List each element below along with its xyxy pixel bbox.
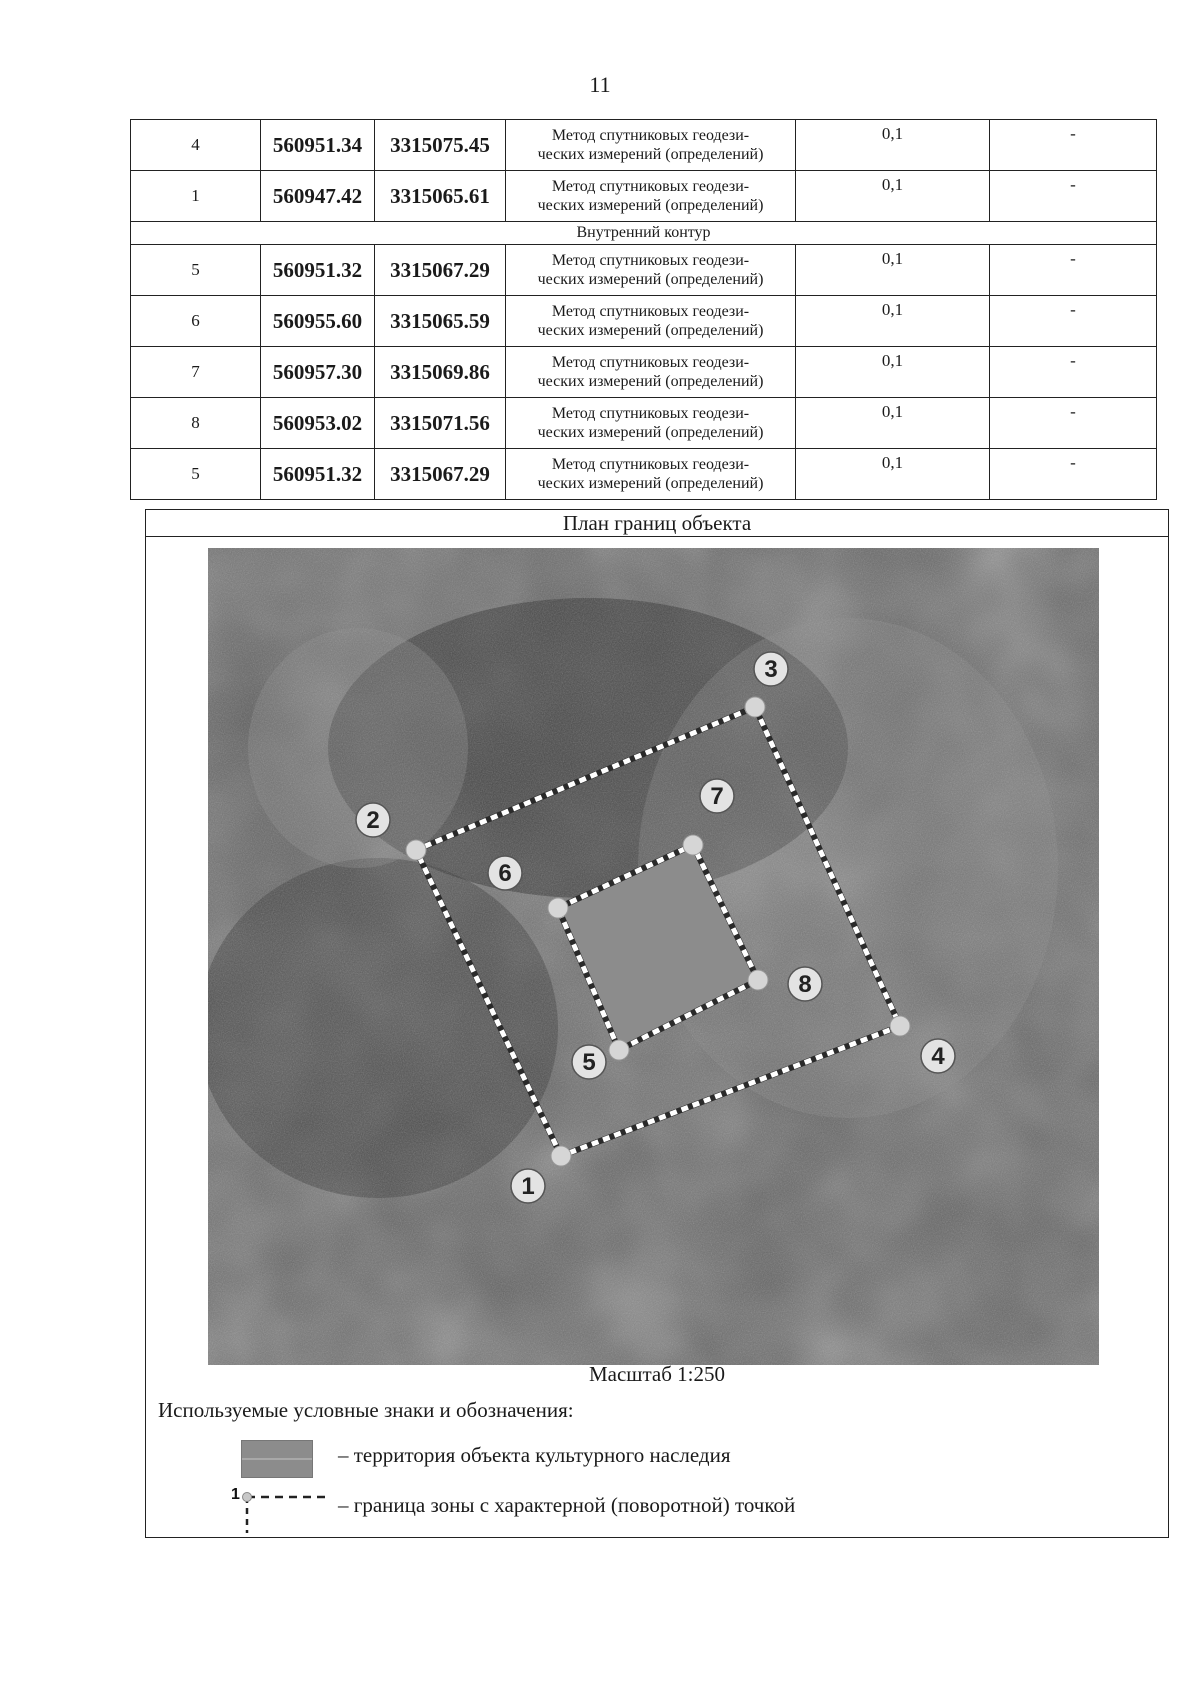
coordinate-y: 3315069.86 (375, 347, 506, 398)
coordinates-table (130, 119, 1157, 500)
method-line-2: ческих измерений (определений) (537, 373, 764, 390)
description: - (990, 171, 1157, 222)
table-row (131, 296, 1157, 347)
point-number: 1 (131, 171, 261, 222)
coordinate-y: 3315067.29 (375, 245, 506, 296)
method-line-2: ческих измерений (определений) (537, 475, 764, 492)
point-label-text: 6 (498, 860, 512, 887)
boundary-point-3 (745, 697, 765, 717)
point-number: 8 (131, 398, 261, 449)
point-label-text: 4 (931, 1043, 945, 1070)
table-row (131, 398, 1157, 449)
point-number: 5 (131, 449, 261, 500)
coordinate-x: 560953.02 (261, 398, 375, 449)
point-label-text: 8 (798, 971, 812, 998)
coordinate-y: 3315071.56 (375, 398, 506, 449)
method-line-2: ческих измерений (определений) (537, 424, 764, 441)
table-row (131, 245, 1157, 296)
legend-boundary-symbol (229, 1485, 329, 1535)
table-row (131, 347, 1157, 398)
point-label-7 (700, 779, 734, 813)
method-cell (506, 347, 796, 398)
method-line-2: ческих измерений (определений) (537, 197, 764, 214)
boundary-point-1 (551, 1146, 571, 1166)
point-number: 5 (131, 245, 261, 296)
coordinate-x: 560951.34 (261, 120, 375, 171)
method-cell (506, 120, 796, 171)
description: - (990, 449, 1157, 500)
boundary-point-6 (548, 898, 568, 918)
coordinate-y: 3315065.59 (375, 296, 506, 347)
accuracy: 0,1 (796, 296, 990, 347)
table-row (131, 120, 1157, 171)
legend-territory-text: – территория объекта культурного наследия (338, 1443, 731, 1467)
accuracy: 0,1 (796, 245, 990, 296)
table-row (131, 449, 1157, 500)
coordinate-x: 560947.42 (261, 171, 375, 222)
description: - (990, 398, 1157, 449)
table-row (131, 171, 1157, 222)
point-label-text: 1 (521, 1173, 535, 1200)
method-line-1: Метод спутниковых геодези- (551, 252, 750, 269)
description: - (990, 120, 1157, 171)
plan-title: План границ объекта (146, 510, 1168, 537)
method-cell (506, 449, 796, 500)
method-line-2: ческих измерений (определений) (537, 146, 764, 163)
method-line-1: Метод спутниковых геодези- (551, 303, 750, 320)
point-label-8 (788, 967, 822, 1001)
coordinate-x: 560951.32 (261, 449, 375, 500)
coordinate-y: 3315067.29 (375, 449, 506, 500)
accuracy: 0,1 (796, 171, 990, 222)
point-number: 6 (131, 296, 261, 347)
legend-boundary-point-label: 1 (231, 1486, 240, 1503)
coordinate-x: 560955.60 (261, 296, 375, 347)
coordinate-x: 560951.32 (261, 245, 375, 296)
accuracy: 0,1 (796, 449, 990, 500)
method-line-1: Метод спутниковых геодези- (551, 178, 750, 195)
point-label-text: 7 (710, 783, 724, 810)
legend-boundary-point (243, 1493, 252, 1502)
method-line-1: Метод спутниковых геодези- (551, 456, 750, 473)
accuracy: 0,1 (796, 120, 990, 171)
point-label-text: 2 (366, 807, 380, 834)
page-number: 11 (589, 72, 611, 97)
coordinate-y: 3315065.61 (375, 171, 506, 222)
accuracy: 0,1 (796, 398, 990, 449)
legend-title: Используемые условные знаки и обозначения: (158, 1398, 574, 1422)
accuracy: 0,1 (796, 347, 990, 398)
plan-map (208, 548, 1099, 1365)
section-row (131, 222, 1157, 245)
method-cell (506, 171, 796, 222)
coordinate-x: 560957.30 (261, 347, 375, 398)
method-cell (506, 245, 796, 296)
method-line-1: Метод спутниковых геодези- (551, 354, 750, 371)
method-line-1: Метод спутниковых геодези- (551, 127, 750, 144)
boundary-point-8 (748, 970, 768, 990)
point-label-3 (754, 652, 788, 686)
point-label-text: 3 (764, 656, 778, 683)
method-cell (506, 296, 796, 347)
legend-territory-swatch (241, 1440, 313, 1478)
point-label-2 (356, 803, 390, 837)
point-label-5 (572, 1045, 606, 1079)
boundary-point-4 (890, 1016, 910, 1036)
legend-boundary-text: – граница зоны с характерной (поворотной) точкой (338, 1493, 796, 1517)
point-number: 4 (131, 120, 261, 171)
method-cell (506, 398, 796, 449)
description: - (990, 347, 1157, 398)
point-label-4 (921, 1039, 955, 1073)
map-scale: Масштаб 1:250 (588, 1362, 725, 1386)
method-line-2: ческих измерений (определений) (537, 271, 764, 288)
section-label: Внутренний контур (131, 222, 1157, 245)
point-number: 7 (131, 347, 261, 398)
boundary-point-2 (406, 840, 426, 860)
plan-box (145, 509, 1169, 1538)
coordinate-y: 3315075.45 (375, 120, 506, 171)
description: - (990, 245, 1157, 296)
boundary-point-5 (609, 1040, 629, 1060)
description: - (990, 296, 1157, 347)
method-line-1: Метод спутниковых геодези- (551, 405, 750, 422)
point-label-1 (511, 1169, 545, 1203)
boundary-point-7 (683, 835, 703, 855)
point-label-text: 5 (582, 1049, 596, 1076)
point-label-6 (488, 856, 522, 890)
method-line-2: ческих измерений (определений) (537, 322, 764, 339)
